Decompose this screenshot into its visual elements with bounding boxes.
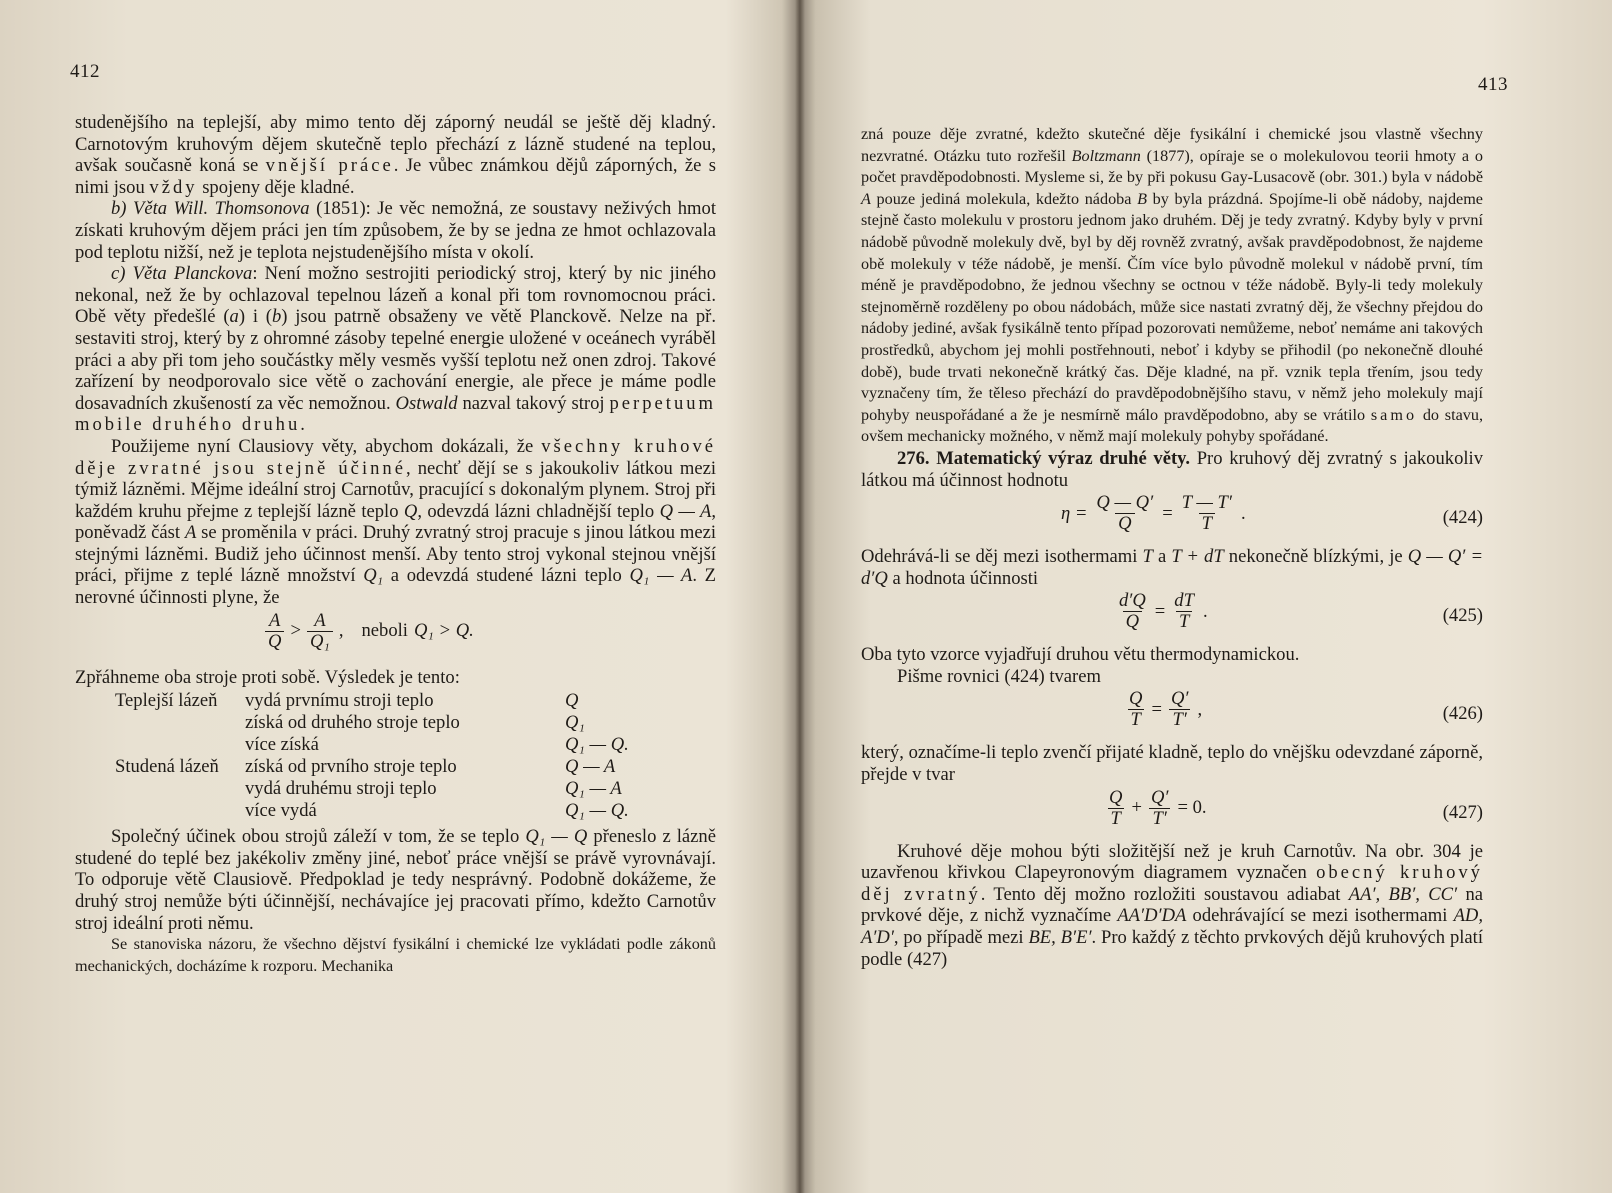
- equation-number: (427): [1442, 801, 1483, 823]
- right-paragraph-rewrite: Pišme rovnici (424) tvarem: [897, 665, 1101, 687]
- left-paragraph-result: Zpřáhneme oba stroje proti sobě. Výsledek je tento:: [75, 666, 460, 688]
- equation-number: (425): [1442, 605, 1483, 627]
- ledger-row: vydá druhému stroji teplo Q₁ — A: [245, 778, 622, 800]
- ledger-row: více vydá Q₁ — Q.: [245, 800, 629, 822]
- ledger-row: získá od druhého stroje teplo Q₁: [245, 712, 585, 734]
- left-paragraph-small: Se stanoviska názoru, že všechno dějství fysikální i chemické lze vykládati podle zákonů mechanických, docházíme k rozporu. Mechanika: [75, 935, 716, 975]
- left-paragraph-1: studenějšího na teplejší, aby mimo tento děj záporný neudál se ještě děj kladný. Carnotovým kruhovým dějem skutečně teplo přechází z lázně studené na teplou, avšak současně koná se vnější práce. Je vůbec známkou dějů záporných, že s nimi jsou vždy spojeny děje kladné.: [75, 112, 716, 198]
- equation-number: (426): [1442, 703, 1483, 725]
- left-page-text: [75, 112, 716, 977]
- fraction-a-q: $\frac{A}{Q}$: [265, 611, 284, 652]
- inequality: $\frac{A}{Q}$ > $\frac{A}{\text{Q₁}}$ , neboli Q₁ > Q.: [75, 609, 716, 667]
- heat-ledger: [75, 690, 716, 822]
- right-page: [806, 0, 1612, 1193]
- section-title: Matematický výraz druhé věty.: [936, 447, 1191, 469]
- section-276: 276. Matematický výraz druhé věty. Pro kruhový děj zvratný s jakoukoliv látkou má účinnost hodnotu: [861, 447, 1483, 491]
- left-paragraph-b: b) Věta Will. Thomsonova (1851): Je věc nemožná, ze soustavy neživých hmot získati kruhovým dějem práci jen tím způsobem, že by se jedna ze hmot ochlazovala pod teplotu nižší, než je teplota nejstudenějšího místa v okolí.: [75, 198, 716, 263]
- ledger-row: Teplejší lázeň vydá prvnímu stroji teplo Q: [115, 690, 579, 712]
- ledger-row: více získá Q₁ — Q.: [245, 734, 629, 756]
- equation-number: (424): [1442, 507, 1483, 529]
- equation-427: $\frac{Q}{T}$ + $\frac{Q'}{T'}$ = 0. (427): [1109, 786, 1483, 829]
- equation-424: η = $\frac{Q — Q'}{Q}$ = $\frac{T — T'}{T}$ . (424): [1061, 492, 1483, 535]
- fraction-a-q1: $\frac{A}{\text{Q₁}}$: [307, 611, 333, 652]
- left-paragraph-conclusion: Společný účinek obou strojů záleží v tom, že se teplo Q₁ — Q přeneslo z lázně studené do teplé bez jakékoliv změny jiné, neboť práce vnější se právě vyrovnávají. To odporuje větě Clausiově. Předpoklad je tedy nesprávný. Podobně dokážeme, že druhý stroj nemůže býti účinnější, nechávajíce jej pracovati přímo, kdežto Carnotův stroj ideální proti němu.: [75, 826, 716, 934]
- left-paragraph-clausius: Použijeme nyní Clausiovy věty, abychom dokázali, že všechny kruhové děje zvratné jsou stejně účinné, nechť dějí se s jakoukoliv látkou mezi týmiž lázněmi. Mějme ideální stroj Carnotův, pracující s dokonalým plynem. Stroj při každém kruhu přejme z teplejší lázně teplo Q, odevzdá lázni chladnější teplo Q — A, poněvadž část A se proměnila v práci. Druhý zvratný stroj pracuje s jinou látkou mezi stejnými lázněmi. Budiž jeho účinnost menší. Aby tento stroj vykonal stejnou vnější práci, přijme z teplé lázně množství Q₁ a odevzdá studené lázni teplo Q₁ — A. Z nerovné účinnosti plyne, že: [75, 435, 717, 609]
- equation-425: $\frac{d'Q}{Q}$ = $\frac{dT}{T}$ . (425): [1119, 590, 1483, 633]
- section-number: 276.: [897, 447, 930, 469]
- right-paragraph-isotherm: Odehrává-li se děj mezi isothermami T a T + dT nekonečně blízkými, je Q — Q′ = d′Q a hodnota účinnosti: [861, 546, 1483, 589]
- right-paragraph-formulas: Oba tyto vzorce vyjadřují druhou větu thermodynamickou.: [861, 644, 1300, 666]
- right-page-text: [861, 124, 1483, 970]
- equation-426: $\frac{Q}{T}$ = $\frac{Q'}{T'}$ , (426): [1129, 688, 1483, 731]
- right-paragraph-general-cycle: Kruhové děje mohou býti složitější než je kruh Carnotův. Na obr. 304 je uzavřenou křivkou Clapeyronovým diagramem vyznačen obecný kruhový děj zvratný. Tento děj možno rozložiti soustavou adiabat AA′, BB′, CC′ na prvkové děje, z nichž vyznačíme AA′D′DA odehrávající se mezi isothermami AD, A′D′, po případě mezi BE, B′E′. Pro každý z těchto prvkových dějů kruhových platí podle (427): [861, 840, 1483, 970]
- right-page-number: 413: [1478, 74, 1508, 95]
- left-paragraph-c: c) Věta Planckova: Není možno sestrojiti periodický stroj, který by nic jiného nekonal, než že by ochlazoval tepelnou lázeň a konal při tom rovnomocnou práci. Obě věty předešlé (a) i (b) jsou patrně obsaženy ve větě Planckově. Nelze na př. sestaviti stroj, který by z ohromné zásoby tepelné energie uložené v oceánech vyráběl práci a aby při tom jeho součástky měly vesměs vyšší teplotu než onen zdroj. Takové zařízení by neodporovalo sice větě o zachování energie, ale přece je máme podle dosavadních zkušeností za věc nemožnou. Ostwald nazval takový stroj perpetuum mobile druhého druhu.: [75, 263, 716, 436]
- left-page-number: 412: [70, 61, 100, 82]
- ledger-row: Studená lázeň získá od prvního stroje teplo Q — A: [115, 756, 616, 778]
- left-page: [0, 0, 798, 1193]
- right-paragraph-boltzmann: zná pouze děje zvratné, kdežto skutečné děje fysikální i chemické jsou vlastně všechny nezvratné. Otázku tuto rozřešil Boltzmann (1877), opíraje se o molekulovou teorii hmoty a o počet pravděpodobnosti. Mysleme si, že by při pokusu Gay-Lusacově (obr. 301.) byla v nádobě A pouze jediná molekula, kdežto nádoba B by byla prázdná. Spojíme-li obě nádoby, najdeme stejně často molekulu v prostoru jednom jako druhém. Děj je tedy zvratný. Kdyby byly v první nádobě původně molekuly dvě, byl by děj rovněž zvratný, avšak pravděpodobnost, že najdeme obě molekuly v téže nádobě, je menší. Čím více bylo původně molekul v nádobě první, tím méně je pravděpodobno, že jednou všechny se octnou v téže nádobě. Byly-li tedy molekuly stejnoměrně rozděleny po obou nádobách, může sice nastati zvratný děj, že všechny přejdou do nádoby jediné, avšak fysikálně tento případ pozorovati nemůžeme, neboť nemáme ani takových prostředků, abychom jej mohli postřehnouti, neboť i kdyby se přihodil (po nekonečně dlouhé době), bude trvati nekonečně krátký čas. Děje kladné, na př. vznik tepla třením, jsou tedy vyznačeny tím, že těleso přechází do pravděpodobnějšího stavu, v němž jeho molekuly mají pohyby neuspořádané a že je nesmírně málo pravděpodobno, aby se vrátilo samo do stavu, ovšem mechanicky možného, v němž mají molekuly pohyby spořádané.: [861, 125, 1483, 446]
- right-paragraph-sign: který, označíme-li teplo zvenčí přijaté kladně, teplo do vnějšku odevzdané záporně, přejde v tvar: [861, 742, 1483, 786]
